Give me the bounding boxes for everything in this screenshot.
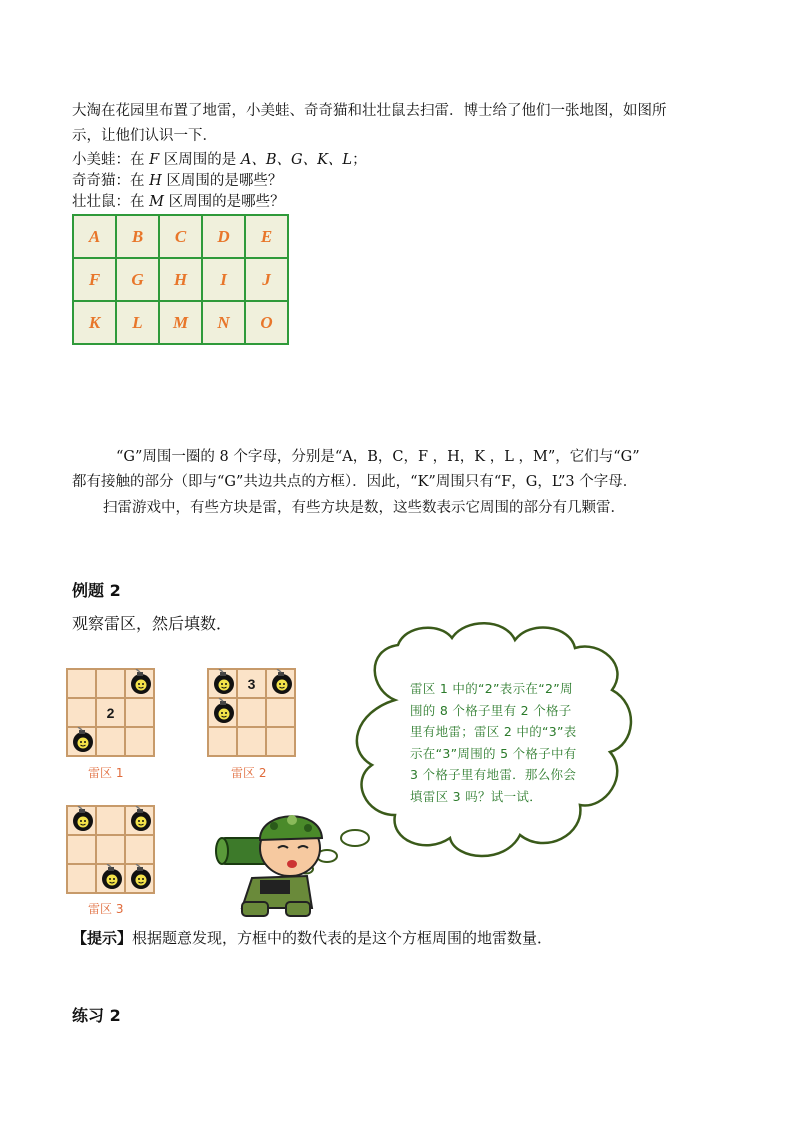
zone-1-caption: 雷区 1 (88, 766, 124, 780)
grid-cell: D (202, 215, 245, 258)
grid-cell: G (116, 258, 159, 301)
grid-cell: M (159, 301, 202, 344)
intro-line-2: 示，让他们认识一下． (72, 128, 217, 144)
grid-cell: B (116, 215, 159, 258)
explanation-line-2: 都有接触的部分（即与“G”共边共点的方框）．因此，“K”周围只有“F，G，L”3 个字母． (72, 474, 638, 490)
grid-cell: C (159, 215, 202, 258)
question-mouse: 壮壮鼠：在 M 区周围的是哪些？ (72, 194, 285, 210)
zone-2-caption: 雷区 2 (231, 766, 267, 780)
grid-cell: L (116, 301, 159, 344)
grid-cell: I (202, 258, 245, 301)
hint: 【提示】根据题意发现，方框中的数代表的是这个方框周围的地雷数量． (72, 929, 553, 947)
intro-line-1: 大淘在花园里布置了地雷，小美蛙、奇奇猫和壮壮鼠去扫雷．博士给了他们一张地图，如图所 (72, 103, 667, 119)
grid-cell: N (202, 301, 245, 344)
grid-cell: E (245, 215, 288, 258)
explanation-line-1: “G”周围一圈的 8 个字母，分别是“A，B，C，F ，H，K ，L ，M”，它们与“G” (116, 449, 640, 465)
grid-cell: J (245, 258, 288, 301)
grid-cell: O (245, 301, 288, 344)
grid-cell: A (73, 215, 116, 258)
grid-cell: F (73, 258, 116, 301)
number-cell: 3 (238, 670, 267, 699)
bubble-text: 雷区 1 中的“2”表示在“2”周围的 8 个格子里有 2 个格子里有地雷；雷区 2 中的“3”表示在“3”周围的 5 个格子中有 3 个格子里有地雷．那么你会填雷区 3 吗？试一试． (410, 681, 577, 804)
explanation-line-3: 扫雷游戏中，有些方块是雷，有些方块是数，这些数表示它周围的部分有几颗雷． (103, 500, 625, 516)
question-cat: 奇奇猫：在 H 区周围的是哪些？ (72, 173, 283, 189)
example-heading: 例题 2 (72, 581, 121, 600)
grid-cell: K (73, 301, 116, 344)
question-frog: 小美蛙：在 F 区周围的是 A、B、G、K、L； (72, 152, 367, 168)
grid-cell: H (159, 258, 202, 301)
example-prompt: 观察雷区，然后填数． (72, 614, 233, 633)
soldier-cartoon-icon (212, 808, 332, 920)
zone-3-caption: 雷区 3 (88, 902, 124, 916)
number-cell: 2 (97, 699, 126, 728)
practice-heading: 练习 2 (72, 1006, 121, 1025)
